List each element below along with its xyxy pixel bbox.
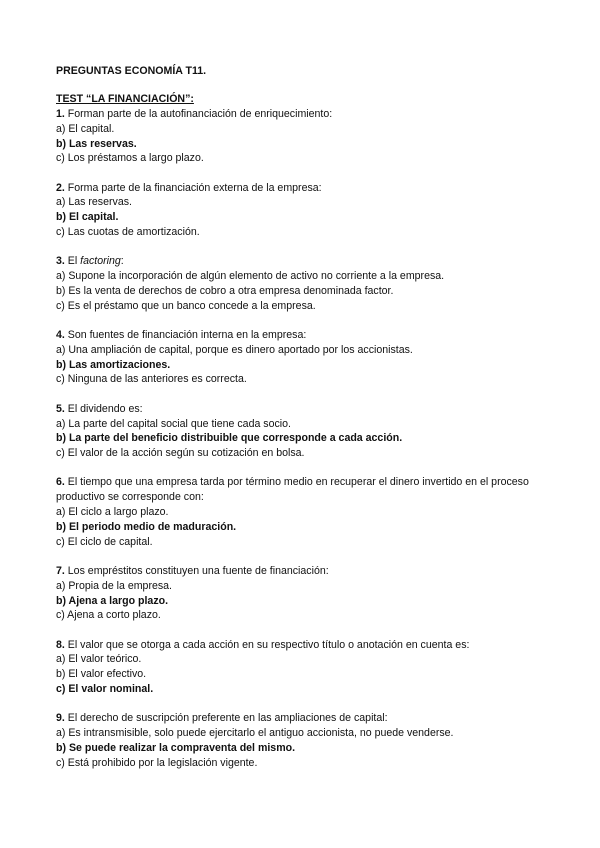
option-a: a) Una ampliación de capital, porque es dinero aportado por los accionistas. <box>56 343 413 356</box>
question-statement: Son fuentes de financiación interna en la empresa: <box>64 329 307 342</box>
option-a: a) Propia de la empresa. <box>56 579 173 592</box>
question-statement: Forma parte de la financiación externa de la empresa: <box>64 181 322 194</box>
option-c: c) El ciclo de capital. <box>56 535 153 548</box>
question-text <box>56 638 556 653</box>
option-a: a) Supone la incorporación de algún elemento de activo no corriente a la empresa. <box>56 270 445 283</box>
document-title: PREGUNTAS ECONOMÍA T11. <box>56 65 207 77</box>
question-6 <box>56 475 556 549</box>
option-a: a) Es intransmisible, solo puede ejercitarlo el antiguo accionista, no puede venderse. <box>56 727 454 740</box>
question-statement-term: factoring <box>80 255 121 268</box>
option-c: c) Los préstamos a largo plazo. <box>56 152 204 165</box>
option-c: c) Es el préstamo que un banco concede a la empresa. <box>56 299 316 312</box>
question-statement: Los empréstitos constituyen una fuente de financiación: <box>64 564 329 577</box>
option-b: b) Es la venta de derechos de cobro a otra empresa denominada factor. <box>56 284 394 297</box>
option-a: a) El ciclo a largo plazo. <box>56 506 169 519</box>
option-c: c) Ajena a corto plazo. <box>56 609 161 622</box>
question-text <box>56 181 556 196</box>
question-9 <box>56 711 556 770</box>
question-number: 8. <box>56 638 65 651</box>
option-b-correct: b) Las reservas. <box>56 137 137 150</box>
option-a: a) El capital. <box>56 122 115 135</box>
option-b-correct: b) Se puede realizar la compraventa del mismo. <box>56 741 296 754</box>
question-text <box>56 402 556 417</box>
question-text <box>56 711 556 726</box>
option-c: c) Las cuotas de amortización. <box>56 226 200 239</box>
question-text <box>56 475 556 505</box>
question-1 <box>56 107 556 166</box>
question-text <box>56 254 556 269</box>
question-statement: El tiempo que una empresa tarda por término medio en recuperar el dinero invertido en el proceso productivo se corresponde con: <box>56 476 529 504</box>
question-3 <box>56 254 556 313</box>
question-number: 7. <box>56 564 65 577</box>
option-c: c) El valor de la acción según su cotización en bolsa. <box>56 447 305 460</box>
question-number: 2. <box>56 181 65 194</box>
question-statement-post: : <box>120 255 124 268</box>
question-7 <box>56 564 556 623</box>
question-2 <box>56 181 556 240</box>
option-c-correct: c) El valor nominal. <box>56 683 154 695</box>
option-a: a) El valor teórico. <box>56 653 142 666</box>
document-page <box>56 64 556 770</box>
question-statement: El derecho de suscripción preferente en las ampliaciones de capital: <box>64 712 388 725</box>
question-statement: Forman parte de la autofinanciación de enriquecimiento: <box>64 108 333 120</box>
question-statement-pre: El <box>64 255 81 268</box>
test-heading: TEST “LA FINANCIACIÓN”: <box>56 93 194 105</box>
option-b-correct: b) Las amortizaciones. <box>56 358 171 371</box>
question-number: 9. <box>56 712 65 725</box>
question-text <box>56 107 556 122</box>
option-b-correct: b) El capital. <box>56 211 119 224</box>
option-b-correct: b) El periodo medio de maduración. <box>56 520 237 533</box>
question-number: 4. <box>56 329 65 342</box>
option-a: a) Las reservas. <box>56 196 132 209</box>
question-list <box>56 107 556 770</box>
option-b: b) El valor efectivo. <box>56 668 147 681</box>
question-5 <box>56 402 556 461</box>
question-statement: El valor que se otorga a cada acción en su respectivo título o anotación en cuenta es: <box>64 638 470 651</box>
question-number: 3. <box>56 255 65 268</box>
question-4 <box>56 328 556 387</box>
option-b-correct: b) Ajena a largo plazo. <box>56 594 169 607</box>
option-a: a) La parte del capital social que tiene cada socio. <box>56 417 291 430</box>
question-number: 6. <box>56 476 65 489</box>
question-text <box>56 564 556 579</box>
question-text <box>56 328 556 343</box>
question-number: 1. <box>56 108 65 120</box>
question-8 <box>56 638 556 697</box>
question-statement: El dividendo es: <box>64 402 143 415</box>
option-c: c) Está prohibido por la legislación vigente. <box>56 756 258 769</box>
question-number: 5. <box>56 402 65 415</box>
option-c: c) Ninguna de las anteriores es correcta. <box>56 373 247 386</box>
option-b-correct: b) La parte del beneficio distribuible que corresponde a cada acción. <box>56 432 403 445</box>
